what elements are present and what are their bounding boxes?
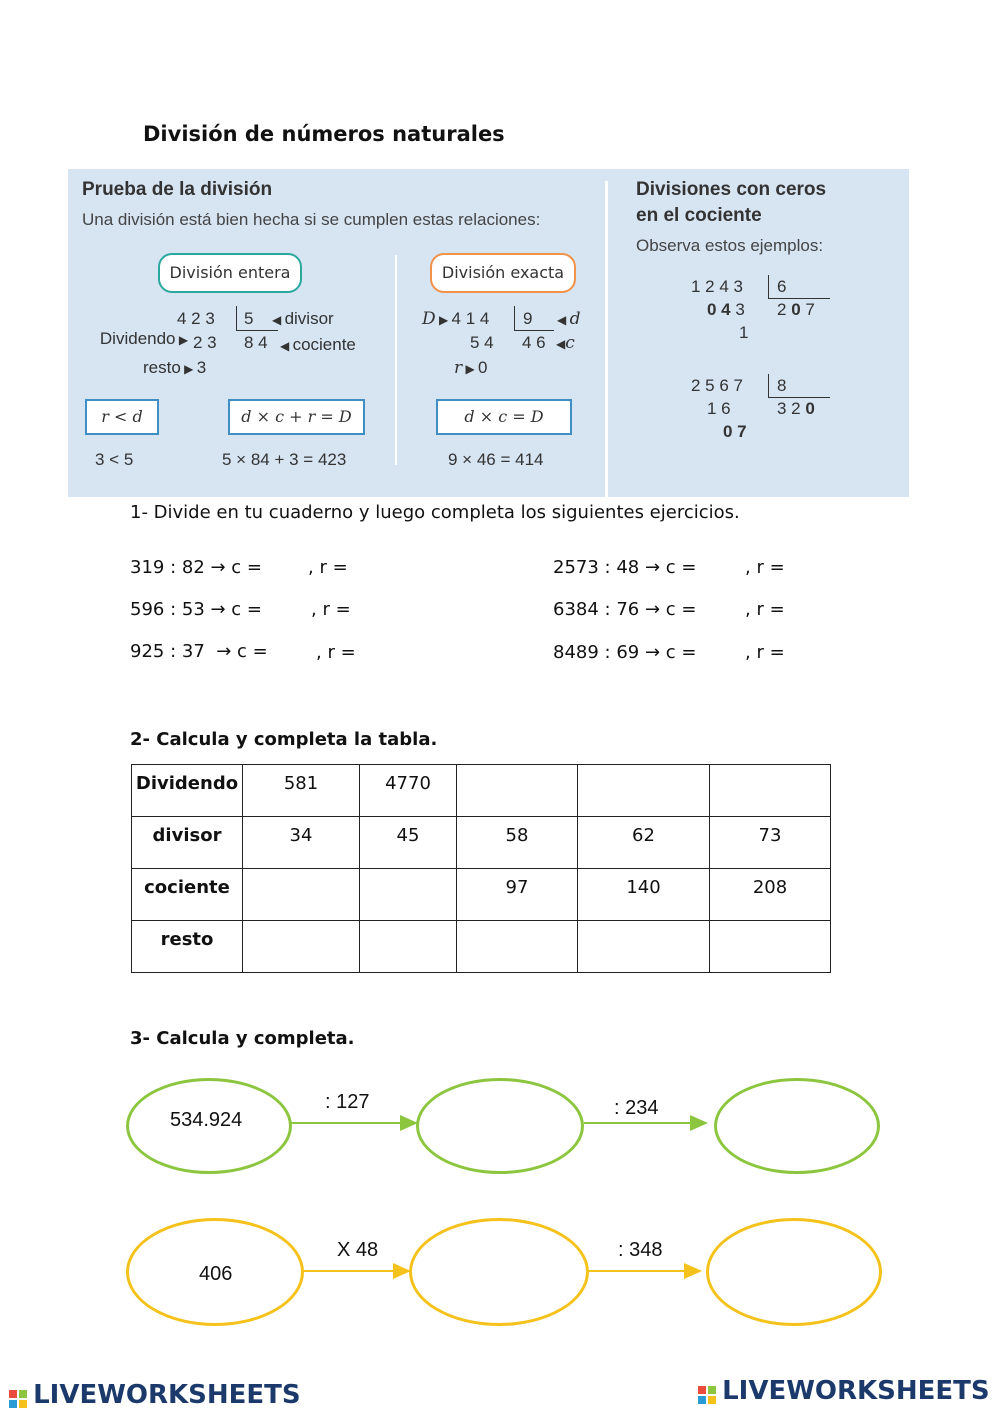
ex1-q1: 2 [777,300,792,319]
left-text: Una división está bien hecha si se cumplen estas relaciones: [82,210,541,229]
answer-oval-4[interactable] [706,1218,882,1326]
ex1-left-2: 596 : 53 → c = [130,599,262,620]
d-label: d [569,309,581,329]
ex1-left-1: 319 : 82 → c = [130,557,262,578]
divisor-value: 5 [244,309,254,328]
footer-logo-left [8,1380,301,1410]
chain1-op1: : 127 [325,1091,370,1113]
cociente-label: cociente [292,335,356,354]
answer-oval-1[interactable] [416,1078,584,1174]
logo-icon [8,1389,28,1409]
arrow-left-icon: ◀ [556,337,566,351]
ex1-left-2-r: , r = [311,599,351,620]
example-r-lt-d: 3 < 5 [95,450,134,469]
arrow-icon: ▶ [462,362,479,376]
page-title: División de números naturales [143,122,505,146]
exacta-resto: 0 [478,358,488,377]
row-label: Dividendo [132,765,243,817]
table-cell: 58 [457,817,578,869]
right-title-1: Divisiones con ceros [636,179,827,200]
logo-text: LIVEWORKSHEETS [33,1380,301,1410]
exacta-partial: 5 4 [470,333,494,352]
ex1-right-3: 8489 : 69 → c = [553,642,697,663]
table-cell: 140 [578,869,710,921]
row-label: divisor [132,817,243,869]
formula-dc-r-D: d × c + r = D [228,399,365,435]
ex2-divisor: 8 [777,376,787,395]
ex2-q1: 3 2 [777,399,806,418]
exercise2-title: 2- Calcula y completa la tabla. [130,729,438,750]
ex1-final-remainder: 1 [739,323,749,342]
chain1-op2: : 234 [614,1097,659,1119]
ex1-left-3: 925 : 37 → c = [130,641,268,662]
resto-label: resto [143,358,181,377]
exercise1-instruction: 1- Divide en tu cuaderno y luego completa los siguientes ejercicios. [130,502,740,523]
ex2-final-remainder: 0 7 [723,422,747,441]
chain1-start: 534.924 [170,1109,243,1131]
divisor-label: divisor [284,309,334,328]
formula-r-lt-d: r < d [85,399,159,435]
example-dc-D: 9 × 46 = 414 [448,450,544,469]
dividendo-label: Dividendo [99,329,176,348]
dividendo-value: 4 2 3 [177,309,215,328]
ex1-remainder-rest: 3 [735,300,745,319]
resto-value: 3 [196,358,207,377]
ex1-q3: 7 [800,300,815,319]
partial-remainder: 2 3 [193,333,217,352]
D-label: D [422,309,436,329]
table-cell: 4770 [360,765,457,817]
table-cell: 62 [578,817,710,869]
logo-icon [697,1385,717,1405]
ex1-left-3-r: , r = [316,642,356,663]
left-title: Prueba de la división [82,179,273,200]
ex1-right-2: 6384 : 76 → c = [553,599,697,620]
example-dc-r-D: 5 × 84 + 3 = 423 [222,450,347,469]
pill-division-entera: División entera [158,253,302,293]
exacta-dividendo: 4 1 4 [451,309,490,328]
table-cell: 208 [710,869,831,921]
ex1-right-1-r: , r = [745,557,785,578]
right-title-2: en el cociente [636,205,762,226]
table-cell: 45 [360,817,457,869]
right-text: Observa estos ejemplos: [636,236,824,255]
table-cell: 73 [710,817,831,869]
chain2-op2: : 348 [618,1239,663,1261]
ex1-dividend: 1 2 4 3 [691,277,743,296]
arrow-icon: ▶ [180,362,197,376]
formula-dc-D: d × c = D [436,399,572,435]
exercise3-title: 3- Calcula y completa. [130,1028,355,1049]
ex2-remainder: 1 6 [707,399,731,418]
pill-division-exacta: División exacta [430,253,576,293]
ex2-q2: 0 [805,399,815,418]
answer-oval-3[interactable] [409,1218,589,1326]
arrow-icon: ▶ [175,333,189,347]
cociente-value: 8 4 [244,333,268,352]
arrow-left-icon: ◀ [272,313,285,327]
ex2-dividend: 2 5 6 7 [691,376,743,395]
table-cell: 34 [243,817,360,869]
logo-text: LIVEWORKSHEETS [722,1376,990,1406]
ex1-remainder-bold: 0 4 [707,300,731,319]
ex1-right-1: 2573 : 48 → c = [553,557,697,578]
exacta-divisor: 9 [523,309,533,328]
table-cell: 97 [457,869,578,921]
row-label: cociente [132,869,243,921]
ex1-q2: 0 [791,300,801,319]
chain2-op1: X 48 [337,1239,379,1261]
ex1-right-2-r: , r = [745,599,785,620]
c-label: c [565,333,575,353]
arrow-icon: ▶ [435,313,452,327]
arrow-left-icon: ◀ [280,339,293,353]
r-label: r [454,358,463,378]
ex1-left-1-r: , r = [308,557,348,578]
footer-logo-right [697,1376,990,1406]
chain2-start: 406 [199,1263,233,1285]
table-cell: 581 [243,765,360,817]
answer-oval-2[interactable] [714,1078,880,1174]
row-label: resto [132,921,243,973]
ex1-divisor: 6 [777,277,787,296]
arrow-left-icon: ◀ [557,313,570,327]
exacta-cociente: 4 6 [522,333,546,352]
ex1-right-3-r: , r = [745,642,785,663]
